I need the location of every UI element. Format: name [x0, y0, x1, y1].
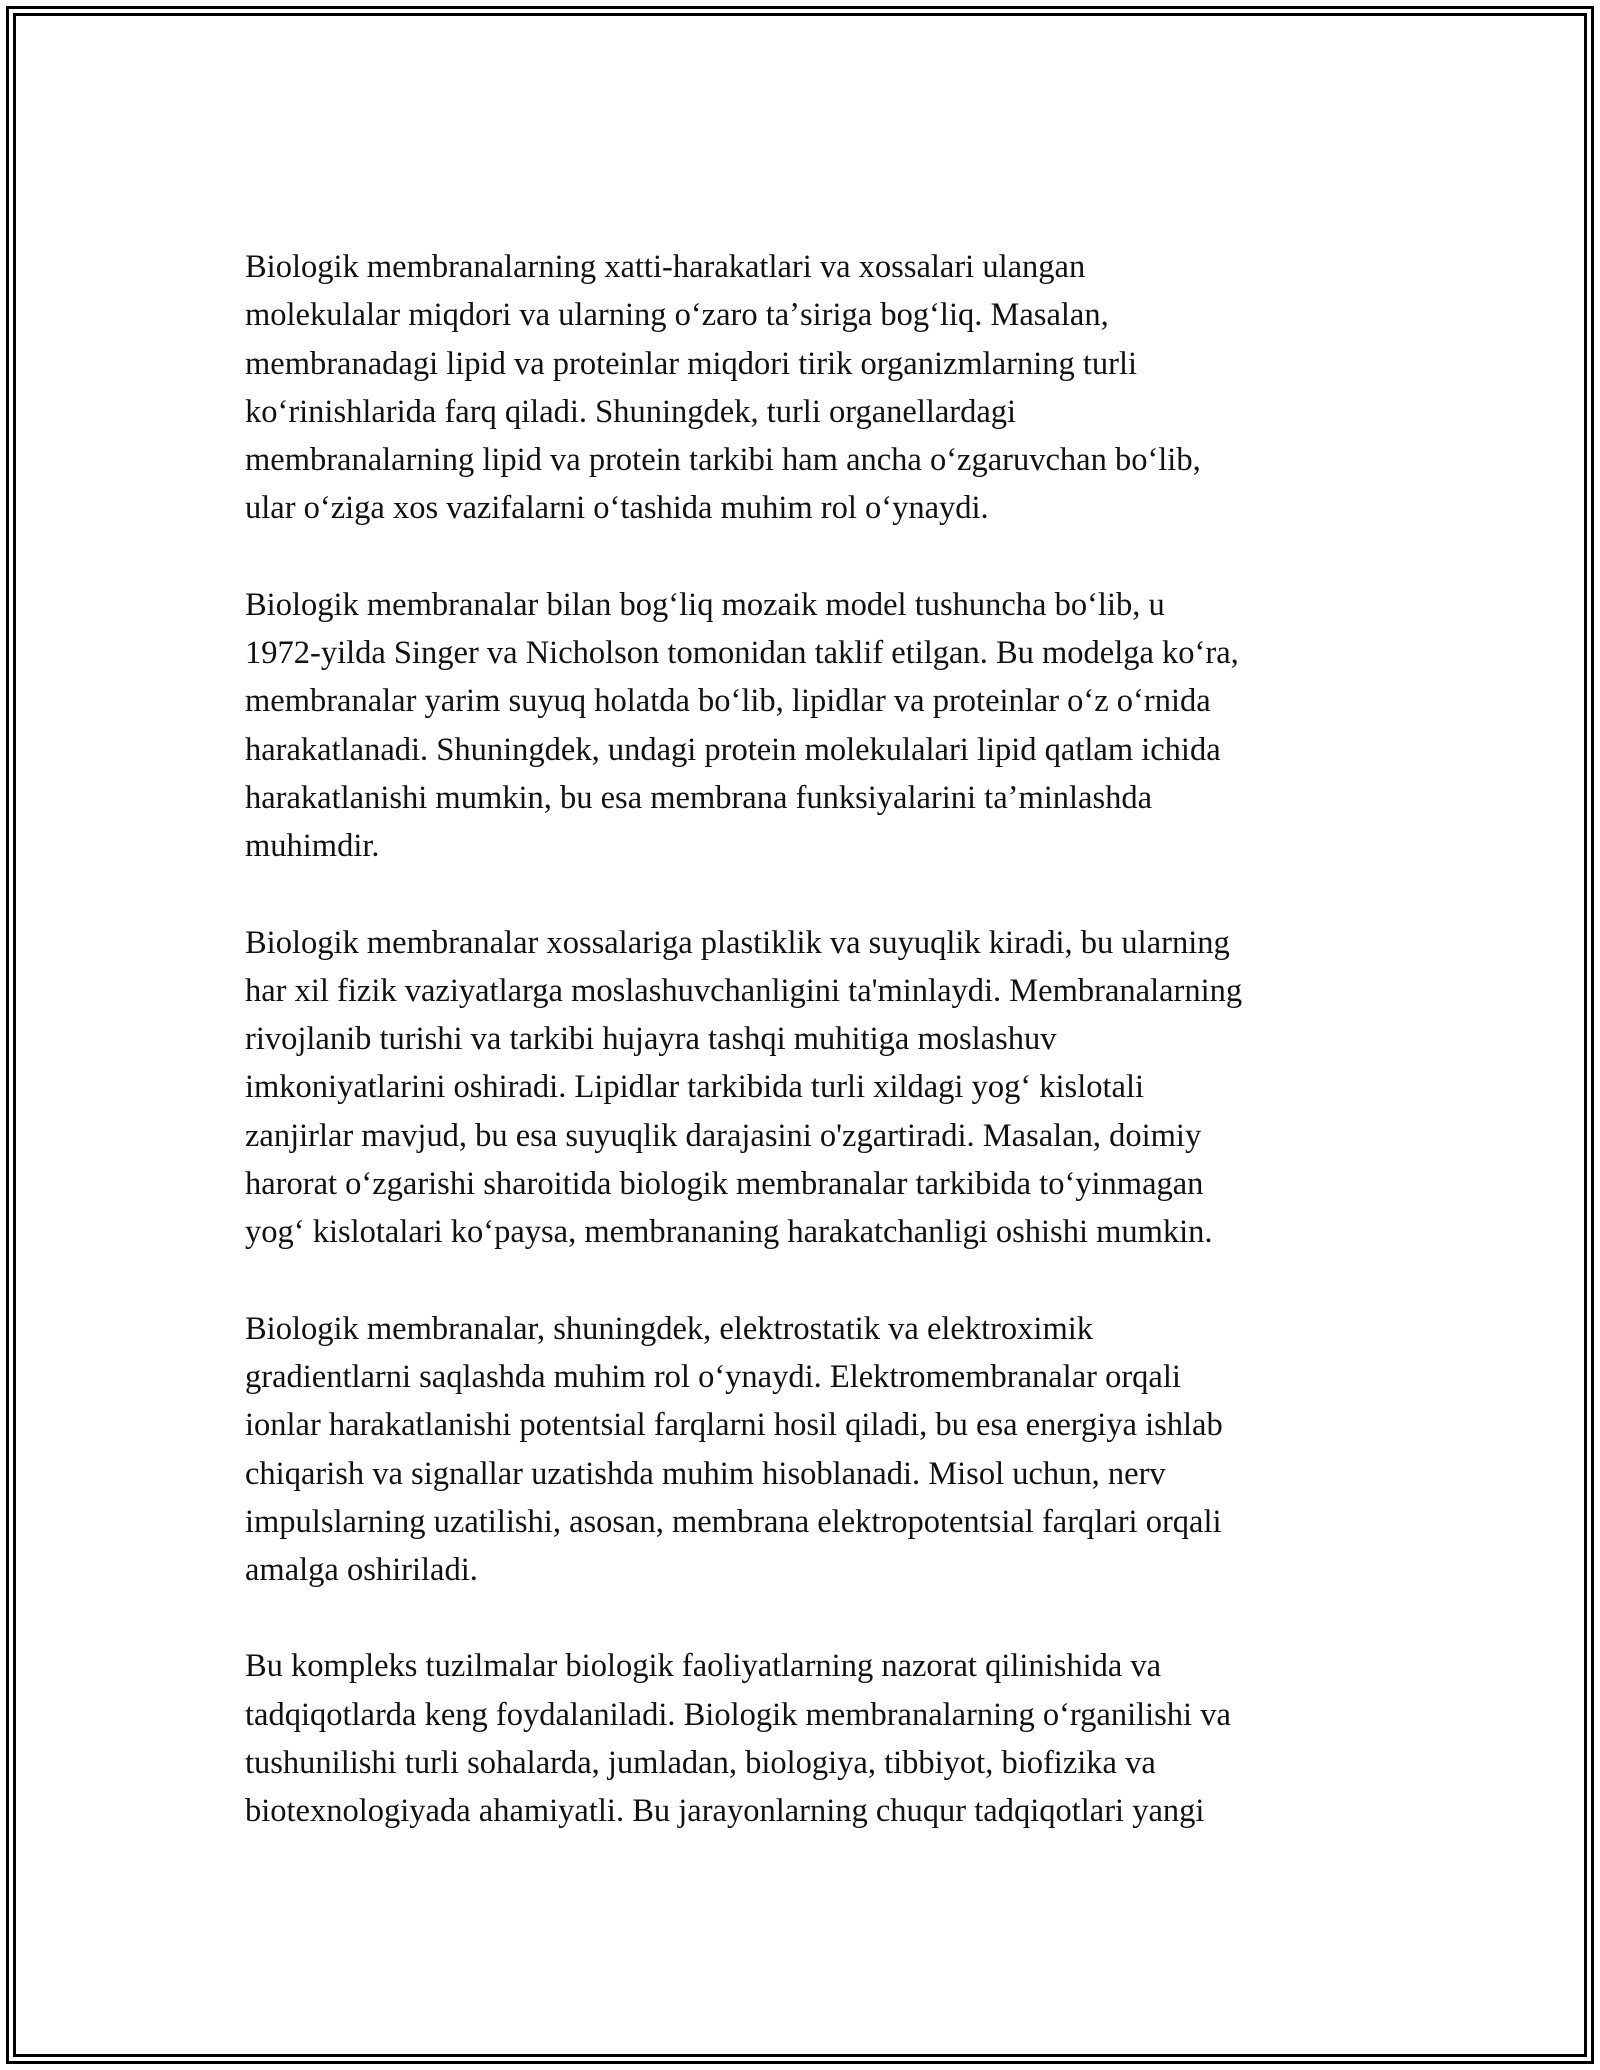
- paragraph: Biologik membranalar xossalariga plastiklik va suyuqlik kiradi, bu ularning har xil fizik vaziyatlarga moslashuvchanligini ta'minlaydi. Membranalarning rivojlanib turishi va tarkibi hujayra tashqi muhitiga moslashuv imkoniyatlarini oshiradi. Lipidlar tarkibida turli xildagi yogʻ kislotali zanjirlar mavjud, bu esa suyuqlik darajasini o'zgartiradi. Masalan, doimiy harorat oʻzgarishi sharoitida biologik membranalar tarkibida toʻyinmagan yogʻ kislotalari koʻpaysa, membrananing harakatchanligi oshishi mumkin.: [245, 924, 1243, 1251]
- paragraph: Bu kompleks tuzilmalar biologik faoliyatlarning nazorat qilinishida va tadqiqotlarda keng foydalaniladi. Biologik membranalarning oʻrganilishi va tushunilishi turli sohalarda, jumladan, biologiya, tibbiyot, biofizika va biotexnologiyada ahamiyatli. Bu jarayonlarning chuqur tadqiqotlari yangi: [245, 1648, 1231, 1830]
- paragraph: Biologik membranalar bilan bogʻliq mozaik model tushuncha boʻlib, u 1972-yilda Singer va Nicholson tomonidan taklif etilgan. Bu modelga koʻra, membranalar yarim suyuq holatda boʻlib, lipidlar va proteinlar oʻz oʻrnida harakatlanadi. Shuningdek, undagi protein molekulalari lipid qatlam ichida harakatlanishi mumkin, bu esa membrana funksiyalarini taʼminlashda muhimdir.: [245, 586, 1239, 865]
- paragraph: Biologik membranalarning xatti-harakatlari va xossalari ulangan molekulalar miqdori va ularning oʻzaro taʼsiriga bogʻliq. Masalan, membranadagi lipid va proteinlar miqdori tirik organizmlarning turli koʻrinishlarida farq qiladi. Shuningdek, turli organellardagi membranalarning lipid va protein tarkibi ham ancha oʻzgaruvchan boʻlib, ular oʻziga xos vazifalarni oʻtashida muhim rol oʻynaydi.: [245, 249, 1201, 527]
- paragraph: Biologik membranalar, shuningdek, elektrostatik va elektroximik gradientlarni saqlashda muhim rol oʻynaydi. Elektromembranalar orqali ionlar harakatlanishi potentsial farqlarni hosil qiladi, bu esa energiya ishlab chiqarish va signallar uzatishda muhim hisoblanadi. Misol uchun, nerv impulslarning uzatilishi, asosan, membrana elektropotentsial farqlari orqali amalga oshiriladi.: [245, 1310, 1223, 1589]
- document-body: [245, 243, 1375, 1884]
- page-frame: [6, 6, 1594, 2064]
